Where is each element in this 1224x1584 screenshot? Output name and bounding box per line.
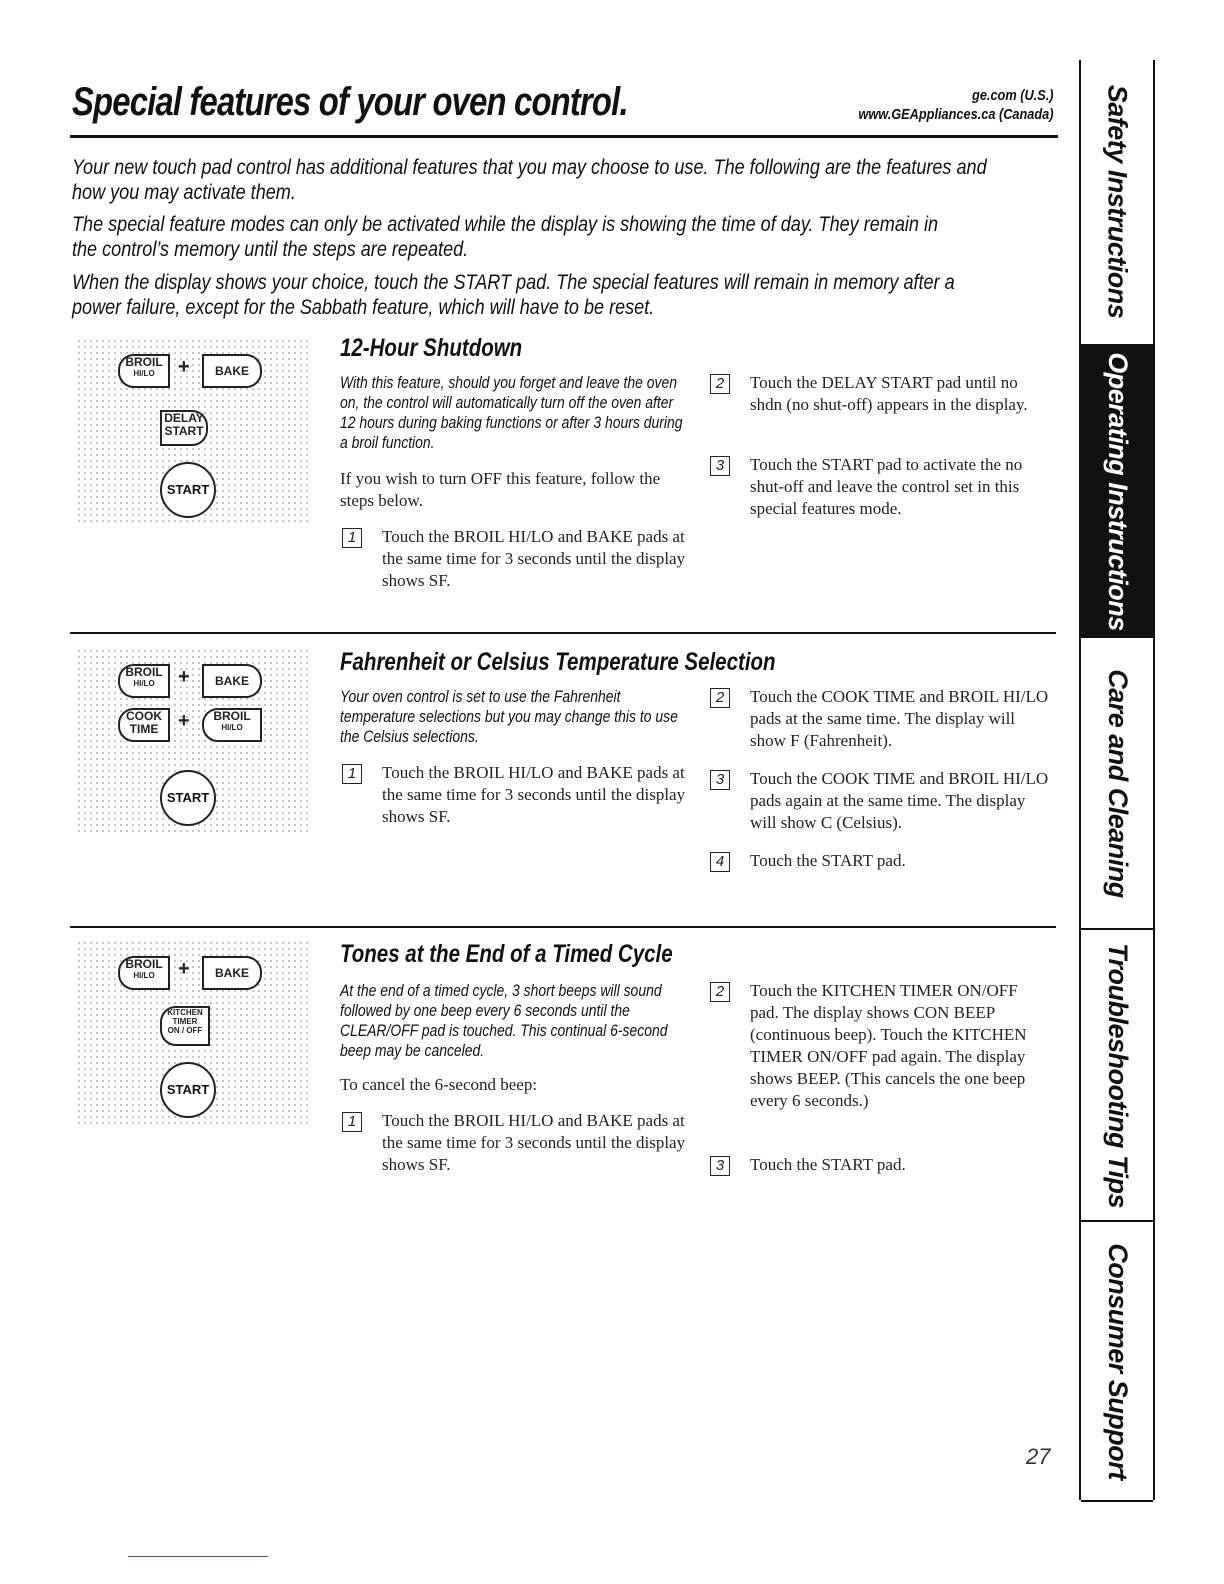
footer-line [128, 1556, 268, 1557]
tab-care-and-cleaning[interactable]: Care and Cleaning [1081, 636, 1153, 928]
tab-operating-instructions[interactable]: Operating Instructions [1081, 344, 1153, 636]
broil-pad: BROIL HI/LO [118, 354, 170, 388]
intro-paragraph-3: When the display shows your choice, touch the START pad. The special features will remain in memory after a power failure, except for the Sabbath feature, which will have to be reset. [72, 271, 955, 319]
pad-illustration-tones [76, 940, 312, 1125]
plus-sign: + [178, 710, 190, 732]
section-desc-temperature: Your oven control is set to use the Fahrenheit temperature selections but you may change this to use the Celsius selections. [340, 687, 678, 746]
page-title: Special features of your oven control. [72, 80, 628, 124]
web-canada[interactable]: www.GEAppliances.ca (Canada) [858, 106, 1054, 123]
start-pad: START [160, 770, 216, 826]
section-desc-tones: At the end of a timed cycle, 3 short beeps will sound followed by one beep every 6 seconds until the CLEAR/OFF pad is touched. This continual 6-second beep may be canceled. [340, 981, 668, 1060]
section-body-shutdown: If you wish to turn OFF this feature, follow the steps below. [340, 469, 661, 510]
section-title-tones: Tones at the End of a Timed Cycle [340, 940, 673, 968]
section-body-tones: To cancel the 6-second beep: [340, 1075, 538, 1094]
tab-troubleshooting-tips[interactable]: Troubleshooting Tips [1081, 928, 1153, 1220]
plus-sign: + [178, 958, 190, 980]
intro-paragraph-2: The special feature modes can only be activated while the display is showing the time of day. They remain in the control’s memory until the steps are repeated. [72, 213, 939, 261]
section-title-shutdown: 12-Hour Shutdown [340, 334, 523, 362]
pad-illustration-temperature [76, 648, 312, 833]
delay-start-pad: DELAY START [160, 410, 208, 446]
title-rule [70, 135, 1058, 138]
section-desc-shutdown: With this feature, should you forget and leave the oven on, the control will automatically turn off the oven after 12 hours during baking functions or after 3 hours during a broil function. [340, 373, 683, 452]
plus-sign: + [178, 356, 190, 378]
tab-safety-instructions[interactable]: Safety Instructions [1102, 84, 1133, 318]
broil-pad: BROIL HI/LO [202, 708, 262, 742]
bake-pad: BAKE [202, 354, 262, 388]
bake-pad: BAKE [202, 664, 262, 698]
kitchen-timer-pad: KITCHEN TIMER ON / OFF [160, 1006, 210, 1046]
tab-consumer-support[interactable]: Consumer Support [1081, 1220, 1153, 1502]
start-pad: START [160, 462, 216, 518]
start-pad: START [160, 1062, 216, 1118]
web-addresses [859, 86, 1054, 124]
cook-time-pad: COOK TIME [118, 708, 170, 742]
section-title-temperature: Fahrenheit or Celsius Temperature Selection [340, 648, 776, 676]
broil-pad: BROIL HI/LO [118, 956, 170, 990]
broil-pad: BROIL HI/LO [118, 664, 170, 698]
plus-sign: + [178, 666, 190, 688]
pad-illustration-shutdown [76, 338, 312, 523]
intro-paragraph-1: Your new touch pad control has additional features that you may choose to use. The following are the features and how you may activate them. [72, 156, 987, 204]
page-number: 27 [1026, 1444, 1051, 1469]
section-rule [70, 926, 1056, 928]
side-tab-column [1079, 60, 1155, 1500]
section-rule [70, 632, 1056, 634]
web-us[interactable]: ge.com (U.S.) [972, 87, 1054, 104]
bake-pad: BAKE [202, 956, 262, 990]
